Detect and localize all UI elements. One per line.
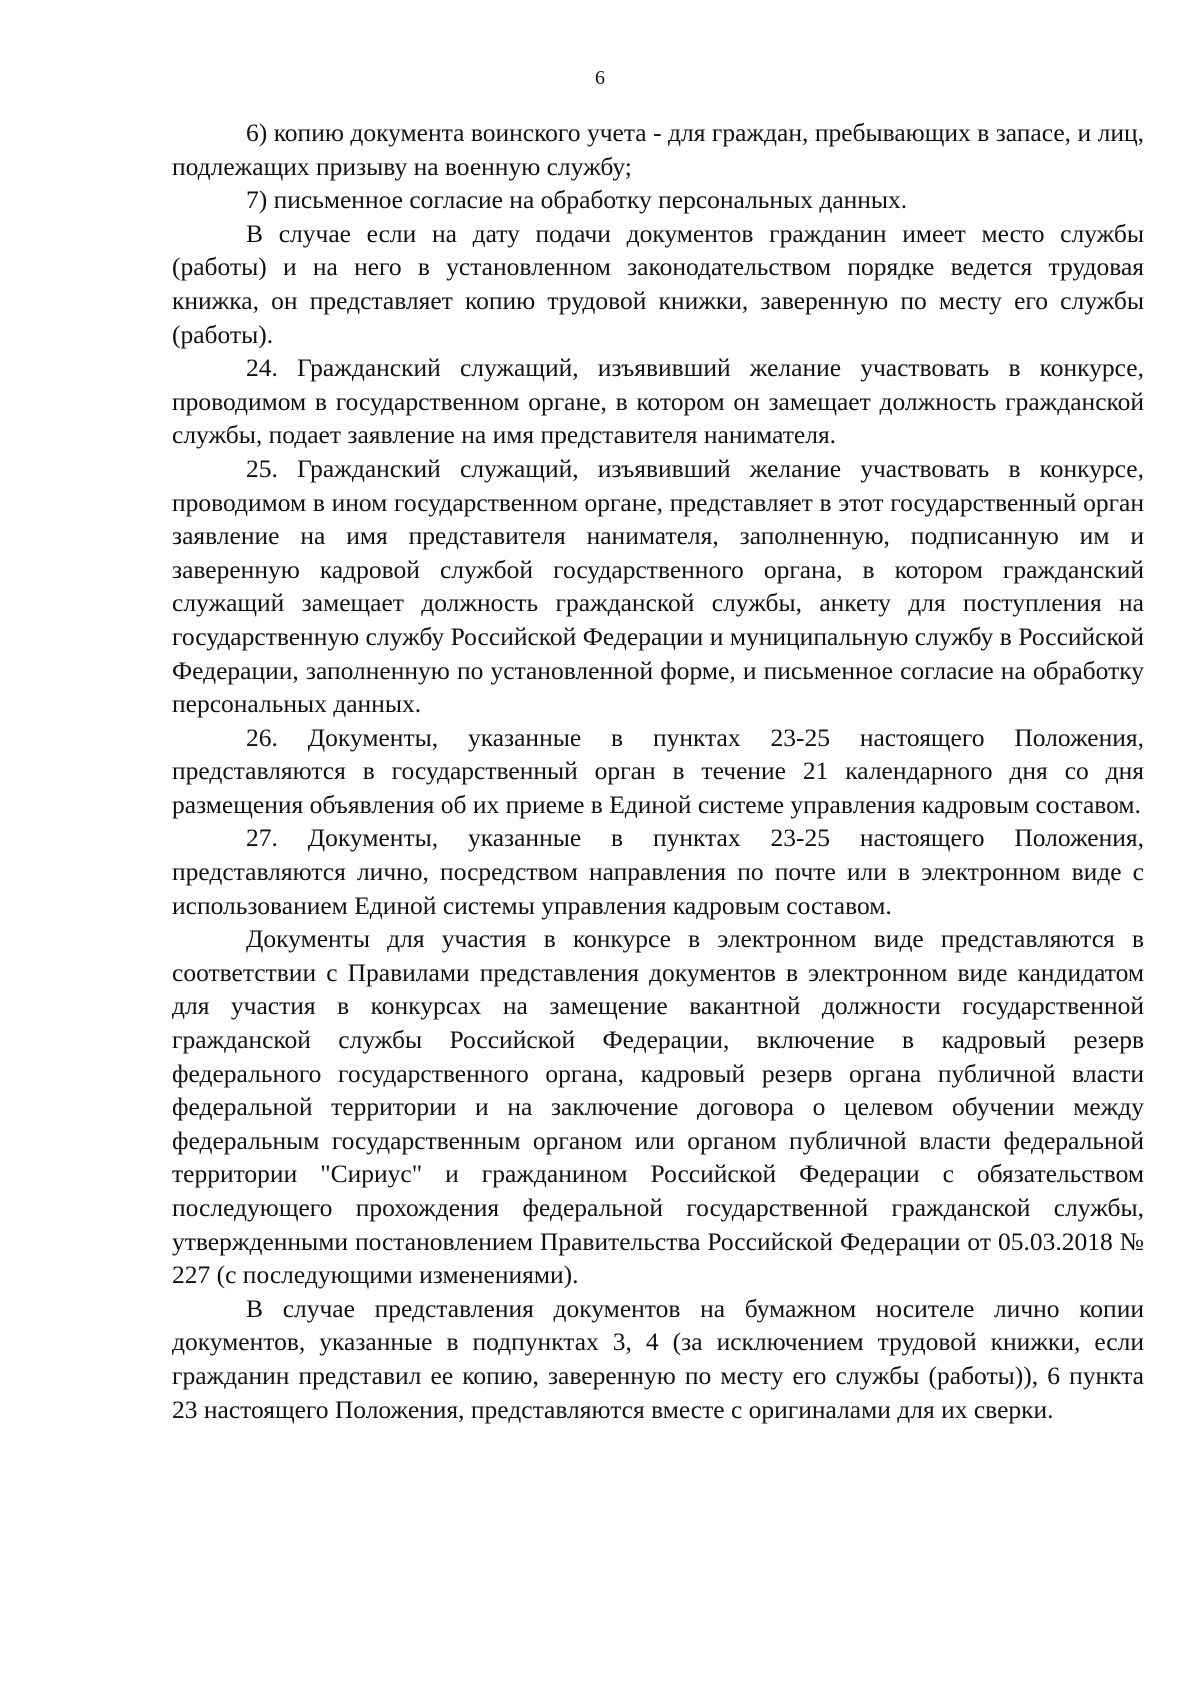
paragraph-electronic-documents: Документы для участия в конкурсе в электронном виде представляются в соответствии с Правилами представления документов в электронном виде кандидатом для участия в конкурсах на замещение вакантной должности государственной гражданской службы Российской Федерации, включение в кадровый резерв федерального государственного органа, кадровый резерв органа публичной власти федеральной территории и на заключение договора о целевом обучении между федеральным государственным органом или органом публичной власти федеральной территории "Сириус" и гражданином Российской Федерации с обязательством последующего прохождения федеральной государственной гражданской службы, утвержденными постановлением Правительства Российской Федерации от 05.03.2018 № 227 (с последующими изменениями). [172,924,1144,1290]
document-body [172,116,1144,1426]
paragraph-personal-data-consent: 7) письменное согласие на обработку персональных данных. [246,185,908,215]
paragraph-work-record-book: В случае если на дату подачи документов гражданин имеет место службы (работы) и на него в установленном законодательством порядке ведется трудовая книжка, он представляет копию трудовой книжки, заверенную по месту его службы (работы). [172,218,1144,349]
paragraph-item-24: 24. Гражданский служащий, изъявивший желание участвовать в конкурсе, проводимом в государственном органе, в котором он замещает должность гражданской службы, подает заявление на имя представителя нанимателя. [172,353,1144,450]
paragraph-paper-documents: В случае представления документов на бумажном носителе лично копии документов, указанные в подпунктах 3, 4 (за исключением трудовой книжки, если гражданин представил ее копию, заверенную по месту его службы (работы)), 6 пункта 23 настоящего Положения, представляются вместе с оригиналами для их сверки. [172,1293,1144,1424]
paragraph-item-27: 27. Документы, указанные в пунктах 23-25 настоящего Положения, представляются лично, посредством направления по почте или в электронном виде с использованием Единой системы управления кадровым составом. [172,823,1144,920]
paragraph-item-25: 25. Гражданский служащий, изъявивший желание участвовать в конкурсе, проводимом в ином государственном органе, представляет в этот государственный орган заявление на имя представителя нанимателя, заполненную, подписанную им и заверенную кадровой службой государственного органа, в котором гражданский служащий замещает должность гражданской службы, анкету для поступления на государственную службу Российской Федерации и муниципальную службу в Российской Федерации, заполненную по установленной форме, и письменное согласие на обработку персональных данных. [172,453,1144,719]
paragraph-item-26: 26. Документы, указанные в пунктах 23-25 настоящего Положения, представляются в государственный орган в течение 21 календарного дня со дня размещения объявления об их приеме в Единой системе управления кадровым составом. [172,722,1144,819]
paragraph-military-record: 6) копию документа воинского учета - для граждан, пребывающих в запасе, и лиц, подлежащих призыву на военную службу; [172,118,1144,181]
page-number: 6 [595,67,605,89]
